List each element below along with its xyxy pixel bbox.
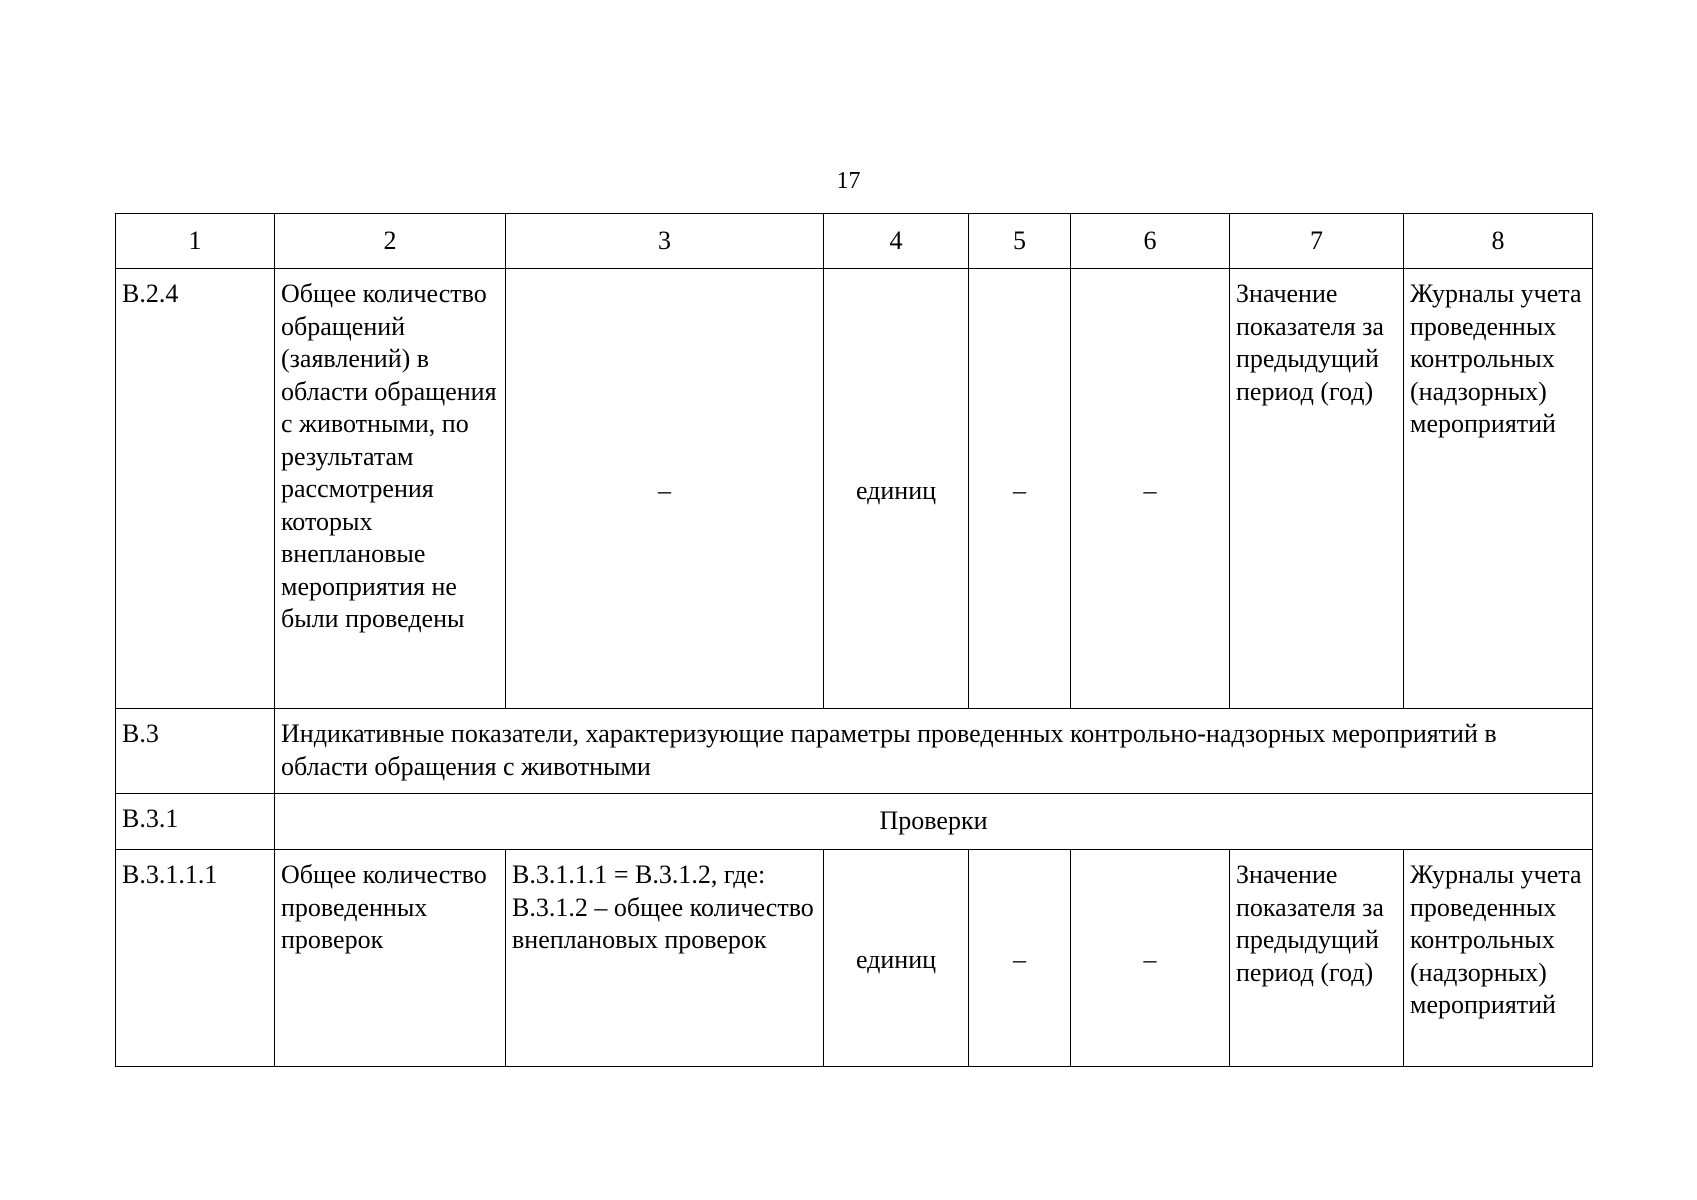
section-title: Индикативные показатели, характеризующие параметры проведенных контрольно-надзорных мероприятий в области обращения с животными xyxy=(275,709,1593,794)
subsection-title: Проверки xyxy=(275,794,1593,850)
column-number: 5 xyxy=(969,214,1071,269)
column-number: 6 xyxy=(1071,214,1230,269)
indicator-col5: – xyxy=(969,269,1071,709)
column-number: 1 xyxy=(116,214,275,269)
indicator-col5: – xyxy=(969,850,1071,1067)
indicator-source: Журналы учета проведенных контрольных (надзорных) мероприятий xyxy=(1404,850,1593,1067)
column-number: 4 xyxy=(824,214,969,269)
column-number: 2 xyxy=(275,214,506,269)
column-number: 7 xyxy=(1230,214,1404,269)
table-row xyxy=(116,850,1593,1067)
indicator-formula: В.3.1.1.1 = В.3.1.2, где: В.3.1.2 – общее количество внеплановых проверок xyxy=(506,850,824,1067)
indicator-name: Общее количество проведенных проверок xyxy=(275,850,506,1067)
indicator-unit: единиц xyxy=(824,269,969,709)
section-code: В.3 xyxy=(116,709,275,794)
indicator-formula: – xyxy=(506,269,824,709)
indicator-col6: – xyxy=(1071,850,1230,1067)
subsection-row xyxy=(116,794,1593,850)
indicator-target-value: Значение показателя за предыдущий период (год) xyxy=(1230,269,1404,709)
page-number: 17 xyxy=(836,168,861,194)
indicator-code: В.3.1.1.1 xyxy=(116,850,275,1067)
section-row xyxy=(116,709,1593,794)
column-number: 8 xyxy=(1404,214,1593,269)
indicator-code: В.2.4 xyxy=(116,269,275,709)
column-number: 3 xyxy=(506,214,824,269)
indicator-unit: единиц xyxy=(824,850,969,1067)
table-header-row xyxy=(116,214,1593,269)
indicators-table xyxy=(115,213,1593,1067)
subsection-code: В.3.1 xyxy=(116,794,275,850)
indicator-name: Общее количество обращений (заявлений) в области обращения с животными, по результатам рассмотрения которых внеплановые мероприятия не были проведены xyxy=(275,269,506,709)
indicator-col6: – xyxy=(1071,269,1230,709)
table-row xyxy=(116,269,1593,709)
indicator-target-value: Значение показателя за предыдущий период (год) xyxy=(1230,850,1404,1067)
indicator-source: Журналы учета проведенных контрольных (надзорных) мероприятий xyxy=(1404,269,1593,709)
